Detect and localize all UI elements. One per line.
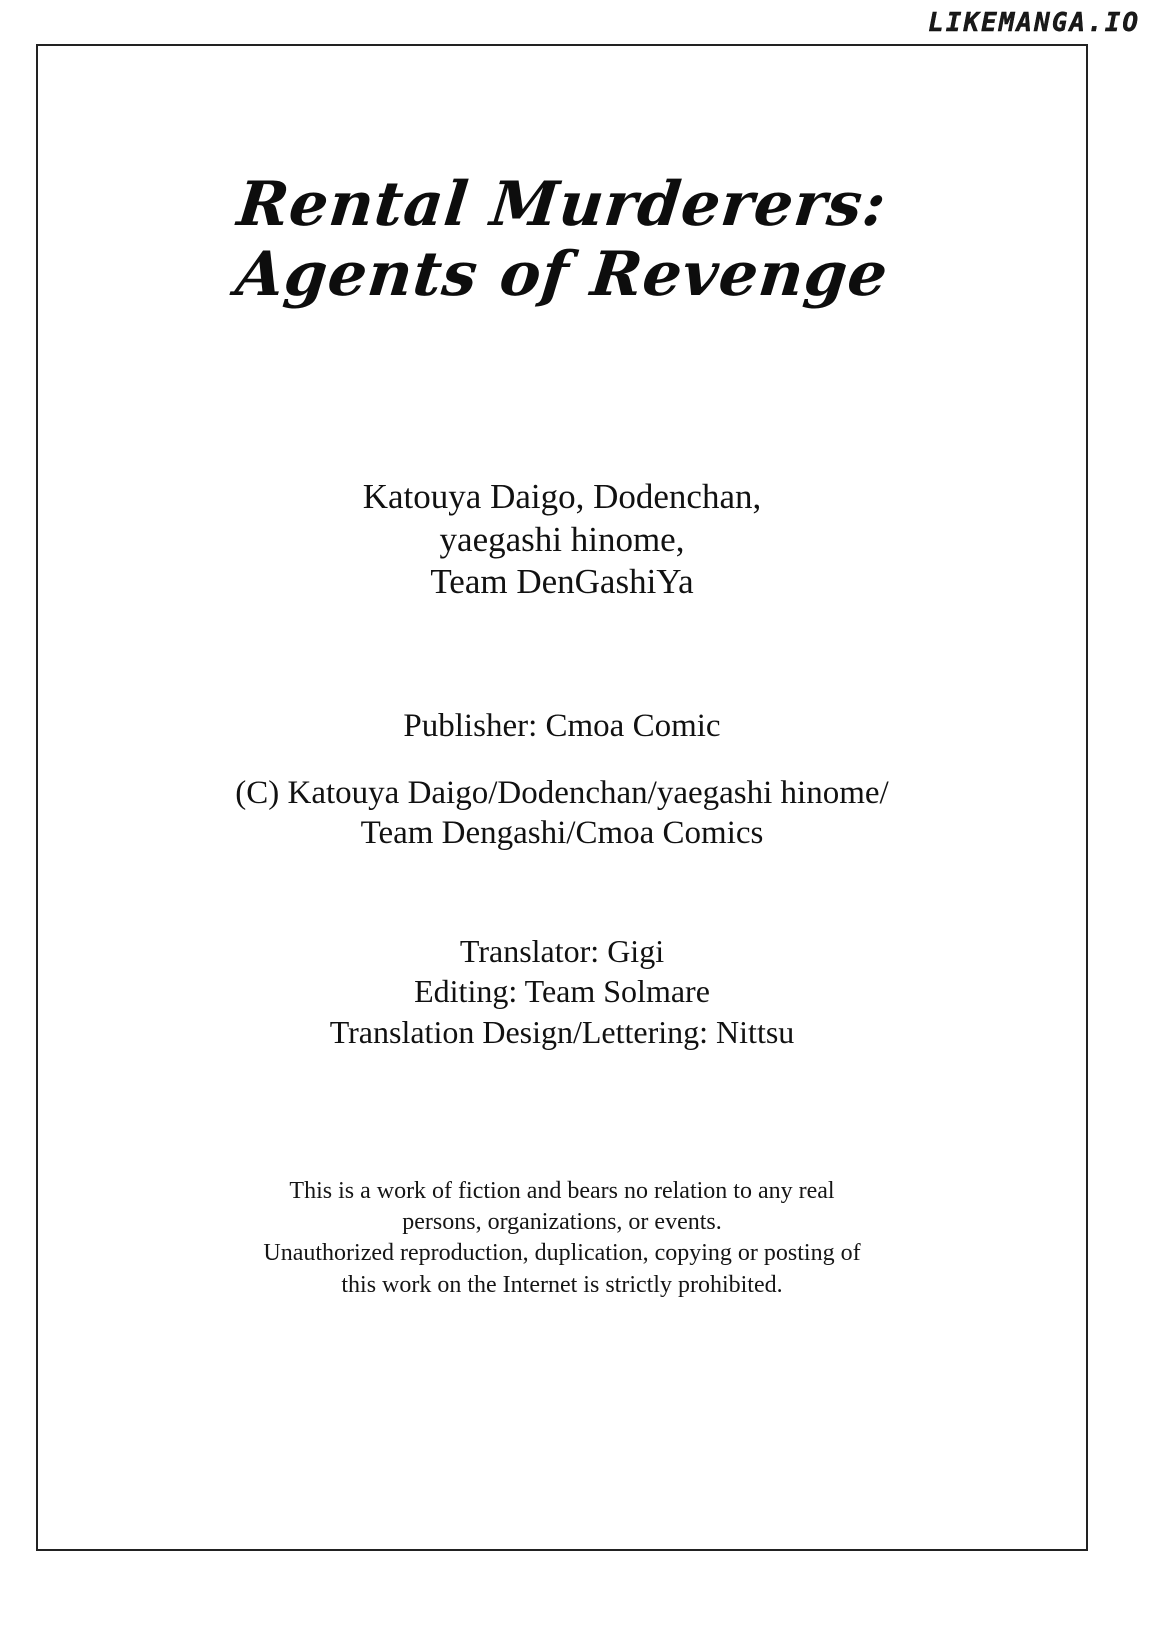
legal-notice	[38, 1176, 1086, 1301]
author-credits	[38, 476, 1086, 604]
legal-notice-line-2: persons, organizations, or events.	[402, 1209, 722, 1236]
publisher-line: Publisher: Cmoa Comic	[403, 708, 721, 744]
lettering-line: Translation Design/Lettering: Nittsu	[329, 1013, 795, 1050]
copyright-notice	[38, 773, 1086, 854]
legal-notice-line-3: Unauthorized reproduction, duplication, copying or posting of	[263, 1240, 861, 1267]
copyright-line-1: (C) Katouya Daigo/Dodenchan/yaegashi hinome/	[235, 775, 889, 811]
legal-notice-line-1: This is a work of fiction and bears no relation to any real	[289, 1178, 835, 1204]
translation-staff	[38, 931, 1086, 1052]
author-credits-line-3: Team DenGashiYa	[430, 562, 694, 602]
site-watermark-top-right: LIKEMANGA.IO	[928, 8, 1140, 38]
copyright-line-2: Team Dengashi/Cmoa Comics	[360, 815, 764, 852]
translator-line: Translator: Gigi	[459, 933, 665, 969]
page-border-frame	[36, 44, 1088, 1551]
publisher-info	[38, 706, 1086, 747]
legal-notice-line-4: this work on the Internet is strictly prohibited.	[341, 1271, 783, 1298]
author-credits-line-1: Katouya Daigo, Dodenchan,	[362, 477, 762, 516]
manga-title	[38, 171, 1086, 310]
author-credits-line-2: yaegashi hinome,	[439, 519, 685, 559]
editing-line: Editing: Team Solmare	[414, 973, 710, 1010]
colophon-page-content	[38, 46, 1086, 1549]
manga-title-line-2: Agents of Revenge	[232, 239, 892, 311]
manga-title-line-1: Rental Murderers:	[234, 169, 890, 240]
